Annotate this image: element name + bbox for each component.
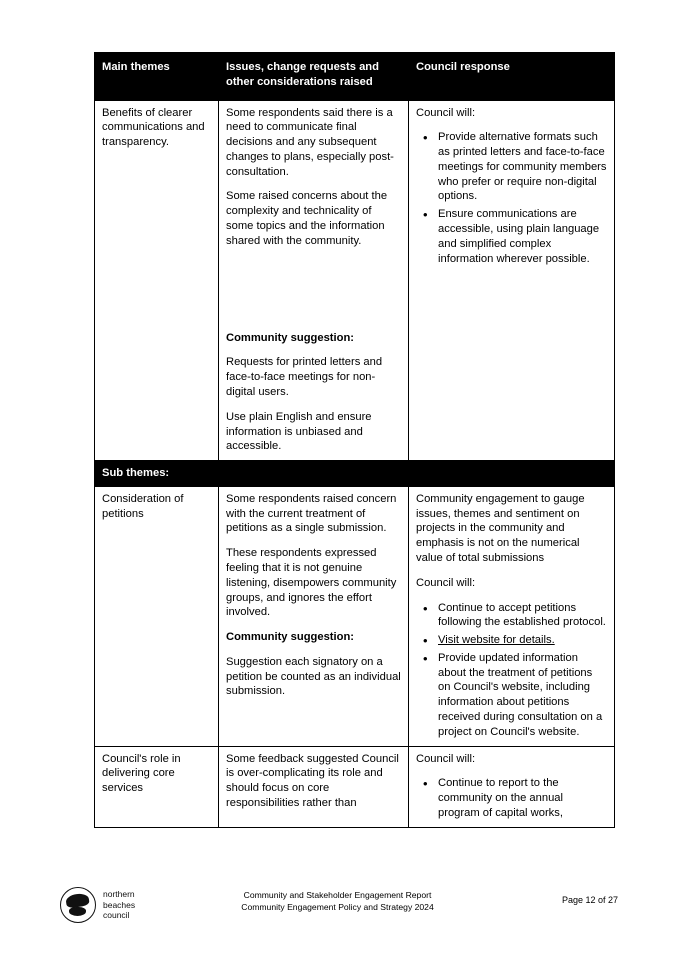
list-item: • Ensure communications are accessible, using plain language and simplified complex information wherever possible. (438, 207, 607, 266)
cell-issues (219, 746, 409, 827)
sub-themes-label: Sub themes: (95, 461, 219, 487)
community-suggestion-label: Community suggestion: (226, 631, 355, 644)
logo-line: council (103, 910, 130, 921)
community-suggestion-text: Requests for printed letters and face-to-face meetings for non-digital users. (226, 356, 383, 398)
cell-theme (95, 100, 219, 461)
cell-response (409, 746, 615, 827)
footer-line-1: Community and Stakeholder Engagement Report (243, 890, 432, 900)
sub-themes-spacer-2 (409, 461, 615, 487)
response-bullet-list (416, 601, 607, 740)
list-item-link[interactable] (438, 633, 607, 648)
cell-response (409, 486, 615, 746)
list-item: • Continue to accept petitions following the established protocol. (438, 601, 607, 631)
issue-paragraph: Some raised concerns about the complexity and technicality of some topics and the information shared with the community. (226, 190, 388, 247)
list-item: • Provide updated information about the treatment of petitions on Council's website, including information about petitions received during consultation on a project on Council's website. (438, 651, 607, 740)
cell-theme (95, 486, 219, 746)
theme-text: Benefits of clearer communications and transparency. (102, 106, 205, 149)
logo-line: northern (103, 888, 135, 899)
header-main-themes: Main themes (95, 53, 219, 101)
response-intro: Council will: (416, 752, 476, 765)
footer-line-2: Community Engagement Policy and Strategy 2024 (241, 902, 434, 913)
table-header-row (95, 53, 615, 101)
response-intro: Council will: (416, 106, 476, 119)
issue-paragraph: These respondents expressed feeling that it is not genuine listening, disempowers community groups, and ignores the effort involved. (226, 547, 397, 619)
response-preamble: Community engagement to gauge issues, themes and sentiment on projects in the community and emphasis is not on the numerical value of total submissions (416, 492, 585, 564)
header-issues: Issues, change requests and other considerations raised (219, 53, 409, 101)
theme-text: Consideration of petitions (102, 492, 184, 520)
website-link-text[interactable]: Visit website for details. (438, 634, 555, 647)
table-row (95, 486, 615, 746)
cell-issues (219, 100, 409, 461)
issue-paragraph: Some respondents raised concern with the current treatment of petitions as a single submission. (226, 492, 397, 535)
response-intro: Council will: (416, 576, 476, 589)
community-suggestion-text: Suggestion each signatory on a petition be counted as an individual submission. (226, 655, 401, 698)
logo-line: beaches (103, 899, 136, 910)
table-row (95, 746, 615, 827)
page-break-clip (94, 866, 616, 878)
community-suggestion-label: Community suggestion: (226, 331, 355, 344)
theme-text: Council's role in delivering core services (102, 752, 181, 795)
community-suggestion-text: Use plain English and ensure information is unbiased and accessible. (226, 410, 372, 453)
issue-paragraph: Some feedback suggested Council is over-complicating its role and should focus on core responsibilities rather than (226, 752, 399, 809)
page-footer (0, 878, 675, 954)
issue-paragraph: Some respondents said there is a need to communicate final decisions and any subsequent changes to plans, especially post-consultation. (226, 106, 394, 178)
list-item: • Provide alternative formats such as printed letters and face-to-face meetings for community members who prefer or require non-digital options. (438, 130, 607, 204)
header-council-response: Council response (409, 53, 615, 101)
list-item: • Continue to report to the community on the annual program of capital works, (438, 776, 607, 820)
cell-issues (219, 486, 409, 746)
cell-response (409, 100, 615, 461)
table-row (95, 100, 615, 461)
cell-theme (95, 746, 219, 827)
page-number: Page 12 of 27 (561, 895, 618, 905)
response-bullet-list (416, 776, 607, 820)
cell-spacer (226, 259, 401, 331)
themes-table (94, 52, 615, 828)
sub-themes-header-row (95, 461, 615, 487)
sub-themes-spacer-1 (219, 461, 409, 487)
response-bullet-list (416, 130, 607, 266)
